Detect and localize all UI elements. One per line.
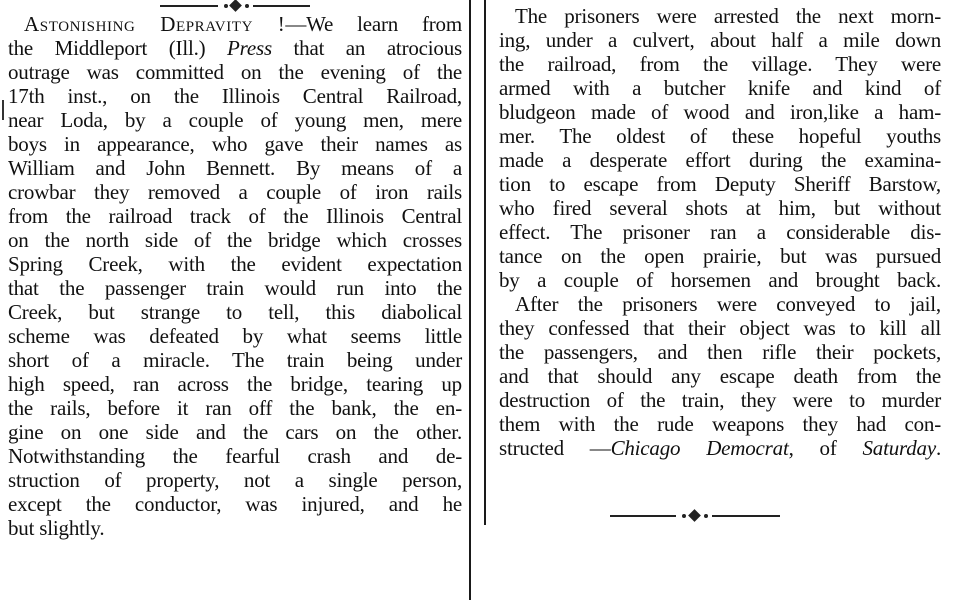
article-line: on the north side of the bridge which crosses — [8, 228, 462, 252]
article-line: William and John Bennett. By means of a — [8, 156, 462, 180]
article-line: from the railroad track of the Illinois Central — [8, 204, 462, 228]
article-line: Creek, but strange to tell, this diabolical — [8, 300, 462, 324]
article-line: 17th inst., on the Illinois Central Railroad, — [8, 84, 462, 108]
article-line: Spring Creek, with the evident expectation — [8, 252, 462, 276]
article-line: bludgeon made of wood and iron,like a ham- — [499, 100, 941, 124]
article-line: gine on one side and the cars on the other. — [8, 420, 462, 444]
article-line: who fired several shots at him, but without — [499, 196, 941, 220]
article-line: tion to escape from Deputy Sheriff Barstow, — [499, 172, 941, 196]
article-line: they confessed that their object was to kill all — [499, 316, 941, 340]
article-line: ing, under a culvert, about half a mile down — [499, 28, 941, 52]
article-line: them with the rude weapons they had con- — [499, 412, 941, 436]
article-line: struction of property, not a single person, — [8, 468, 462, 492]
article-line: made a desperate effort during the examina- — [499, 148, 941, 172]
article-line: Notwithstanding the fearful crash and de- — [8, 444, 462, 468]
article-line: destruction of the train, they were to murder — [499, 388, 941, 412]
article-line: Astonishing Depravity !—We learn from — [24, 12, 462, 36]
article-line: and that should any escape death from the — [499, 364, 941, 388]
source-newspaper-name: Chicago Democrat — [610, 436, 789, 460]
article-line: tance on the open prairie, but was pursued — [499, 244, 941, 268]
column-rule-right — [484, 0, 486, 525]
article-line: crowbar they removed a couple of iron rails — [8, 180, 462, 204]
article-line: near Loda, by a couple of young men, mere — [8, 108, 462, 132]
article-line: The prisoners were arrested the next morn- — [515, 4, 941, 28]
article-line: the Middleport (Ill.) Press that an atrocious — [8, 36, 462, 60]
article-line: the railroad, from the village. They were — [499, 52, 941, 76]
article-source-line: structed —Chicago Democrat, of Saturday. — [499, 436, 942, 460]
source-day: Saturday — [862, 436, 936, 460]
article-line: the passengers, and then rifle their pockets, — [499, 340, 941, 364]
press-italic: Press — [227, 36, 272, 60]
article-line: After the prisoners were conveyed to jail, — [515, 292, 941, 316]
column-rule-left — [469, 0, 471, 600]
article-line: but slightly. — [8, 516, 105, 540]
margin-mark — [2, 100, 4, 120]
article-line: short of a miracle. The train being under — [8, 348, 462, 372]
top-ornament-divider — [160, 0, 310, 12]
article-line: armed with a butcher knife and kind of — [499, 76, 941, 100]
article-line: high speed, ran across the bridge, tearing up — [8, 372, 462, 396]
article-line: except the conductor, was injured, and he — [8, 492, 462, 516]
article-line: that the passenger train would run into the — [8, 276, 462, 300]
article-line: by a couple of horsemen and brought back. — [499, 268, 941, 292]
article-line: scheme was defeated by what seems little — [8, 324, 462, 348]
article-heading: Astonishing Depravity ! — [24, 12, 286, 36]
article-line: effect. The prisoner ran a considerable dis- — [499, 220, 941, 244]
article-line: mer. The oldest of these hopeful youths — [499, 124, 941, 148]
bottom-ornament-divider — [610, 510, 780, 522]
article-line: boys in appearance, who gave their names as — [8, 132, 462, 156]
article-line: outrage was committed on the evening of the — [8, 60, 462, 84]
article-line: the rails, before it ran off the bank, the en- — [8, 396, 462, 420]
